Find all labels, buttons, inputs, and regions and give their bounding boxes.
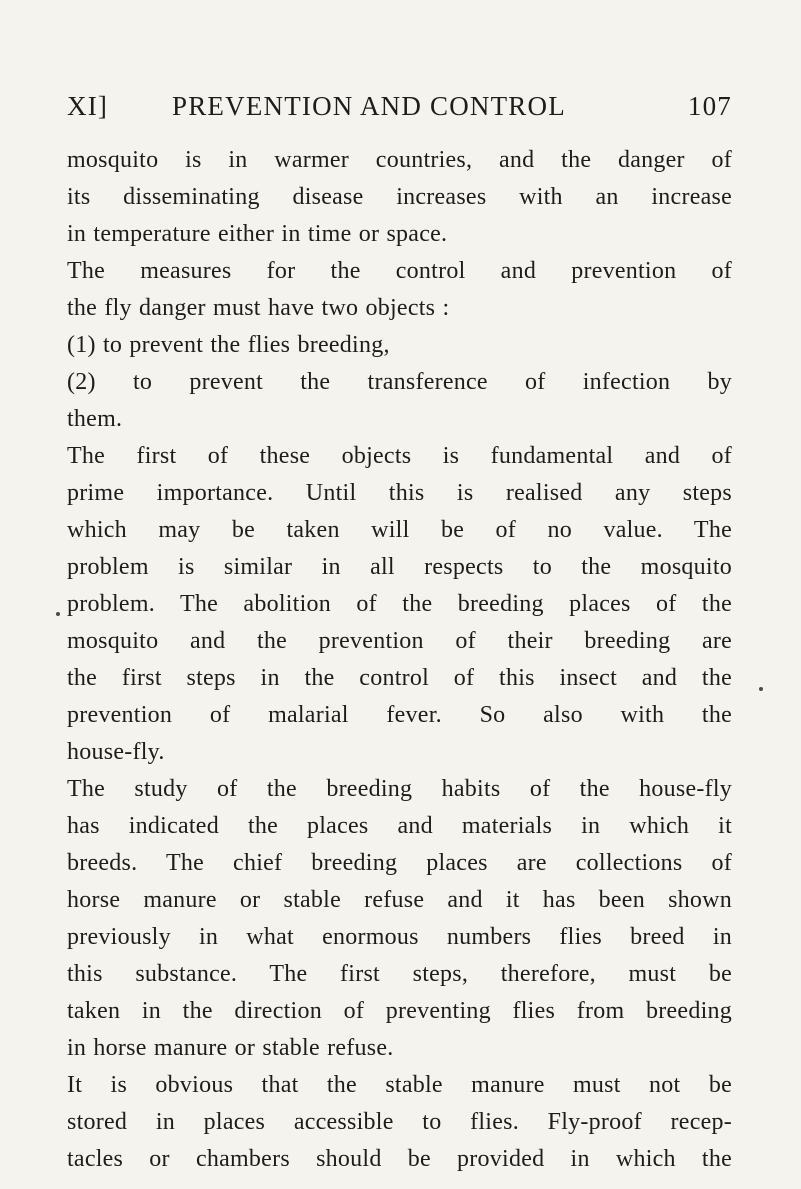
print-speck: [56, 612, 60, 616]
text-line: (2) to prevent the transference of infection by: [67, 369, 732, 395]
text-line: breeds. The chief breeding places are collections of: [67, 850, 732, 876]
text-line: them.: [67, 406, 123, 432]
text-line: stored in places accessible to flies. Fly-proof recep-: [67, 1109, 732, 1135]
text-line: prevention of malarial fever. So also with the: [67, 702, 732, 728]
text-line: mosquito is in warmer countries, and the danger of: [67, 147, 732, 173]
running-title: PREVENTION AND CONTROL: [172, 91, 566, 121]
page-number: 107: [687, 91, 732, 121]
body-text: [67, 142, 732, 1178]
text-line: problem. The abolition of the breeding places of the: [67, 591, 732, 617]
text-line: problem is similar in all respects to the mosquito: [67, 554, 732, 580]
text-line: this substance. The first steps, therefore, must be: [67, 961, 732, 987]
text-line: its disseminating disease increases with an increase: [67, 184, 732, 210]
text-line: in horse manure or stable refuse.: [67, 1035, 394, 1061]
text-line: tacles or chambers should be provided in which the: [67, 1146, 732, 1172]
text-line: taken in the direction of preventing flies from breeding: [67, 998, 732, 1024]
print-speck: [759, 687, 763, 691]
text-line: previously in what enormous numbers flies breed in: [67, 924, 732, 950]
text-line: The first of these objects is fundamental and of: [67, 443, 732, 469]
text-line: in temperature either in time or space.: [67, 221, 448, 247]
text-line: The measures for the control and prevention of: [67, 258, 732, 284]
text-line: horse manure or stable refuse and it has been shown: [67, 887, 732, 913]
text-line: the fly danger must have two objects :: [67, 295, 450, 321]
text-line: the first steps in the control of this insect and the: [67, 665, 732, 691]
text-line: mosquito and the prevention of their breeding are: [67, 628, 732, 654]
text-line: (1) to prevent the flies breeding,: [67, 332, 390, 358]
chapter-marker: XI]: [67, 91, 109, 121]
text-line: house-fly.: [67, 739, 165, 765]
running-head: [67, 86, 732, 126]
text-line: It is obvious that the stable manure must not be: [67, 1072, 732, 1098]
text-line: has indicated the places and materials in which it: [67, 813, 732, 839]
text-line: prime importance. Until this is realised any steps: [67, 480, 732, 506]
text-line: The study of the breeding habits of the house-fly: [67, 776, 732, 802]
text-line: which may be taken will be of no value. The: [67, 517, 732, 543]
